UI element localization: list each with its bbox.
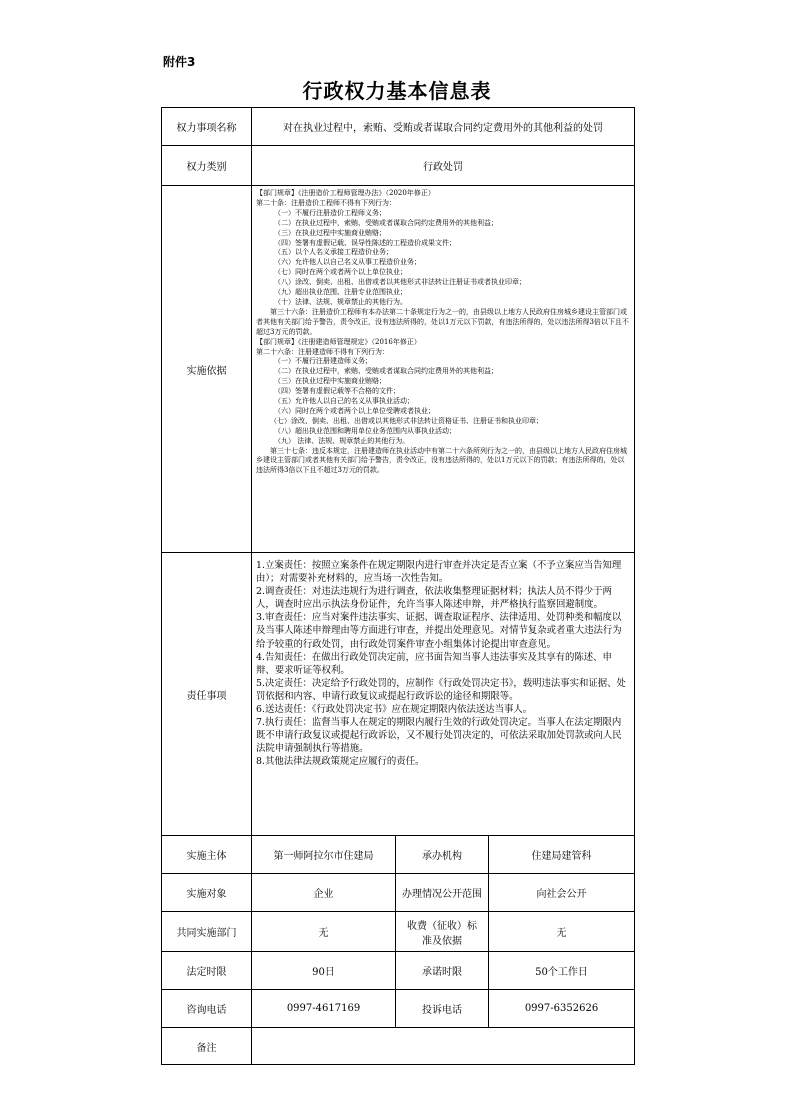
- basis-line: （四）签署有虚假记载、误导性陈述的工程造价成果文件；: [274, 238, 456, 247]
- basis-line: （三）在执业过程中实施商业贿赂；: [274, 377, 386, 386]
- basis-line: （九）超出执业范围、注册专业范围执业；: [274, 288, 407, 297]
- basis-line: （六）允许他人以自己名义从事工程造价业务；: [274, 258, 421, 267]
- duty-line: 6.送达责任：《行政处罚决定书》应在规定期限内依法送达当事人。: [256, 704, 533, 716]
- fee-label: 收费（征收）标准及依据: [396, 912, 489, 952]
- complaint-label: 投诉电话: [396, 990, 489, 1028]
- basis-line: （四）签署有虚假记载等不合格的文件；: [274, 387, 400, 396]
- basis-line: （六）同时在两个或者两个以上单位受聘或者执业；: [274, 406, 435, 415]
- basis-line: （九） 法律、法规、规章禁止的其他行为。: [274, 436, 410, 445]
- basis-line: 第二十条：注册造价工程师不得有下列行为：: [256, 198, 396, 207]
- duty-line: 1.立案责任：按照立案条件在规定期限内进行审查并决定是否立案（不予立案应当告知理由）；对需要补充材料的，应当场一次性告知。: [256, 560, 622, 585]
- consult-label: 咨询电话: [162, 990, 252, 1028]
- duty-line: 7.执行责任：监督当事人在规定的期限内履行生效的行政处罚决定。当事人在法定期限内既不申请行政复议或提起行政诉讼，又不履行处罚决定的，可依法采取加处罚款或向人民法院申请强制执行等措施。: [256, 717, 622, 755]
- page-title: 行政权力基本信息表: [302, 79, 492, 103]
- basis-line: （七）同时在两个或者两个以上单位执业；: [274, 268, 407, 277]
- row-remark: [162, 1028, 635, 1065]
- category-label: 权力类别: [162, 146, 252, 186]
- joint-value: 无: [252, 912, 396, 952]
- basis-line: 第三十七条：违反本规定，注册建造师在执业活动中有第二十六条所列行为之一的，由县级以上地方人民政府住房城乡建设主管部门或者其他有关部门给予警告，责令改正，没有违法所得的，处以1万元以下的罚款；有违法所得的，处以违法所得3倍以下且不超过3万元的罚款。: [256, 446, 627, 475]
- basis-line: （一）不履行注册建造师义务；: [274, 357, 372, 366]
- duty-line: 3.审查责任：应当对案件违法事实、证据、调查取证程序、法律适用、处罚种类和幅度以及当事人陈述申辩理由等方面进行审查，并提出处理意见。对情节复杂或者重大违法行为给予较重的行政处罚，由行政处罚案件审查小组集体讨论提出审查意见。: [256, 612, 622, 650]
- target-value: 企业: [252, 874, 396, 912]
- basis-line: （一）不履行注册造价工程师义务；: [274, 208, 386, 217]
- basis-line: （五）以个人名义承接工程造价业务；: [274, 248, 393, 257]
- power-name-value: 对在执业过程中，索贿、受贿或者谋取合同约定费用外的其他利益的处罚: [252, 108, 635, 146]
- basis-line: 【部门规章】《注册建造师管理规定》（2016年修正）: [256, 337, 421, 346]
- remark-value: [252, 1028, 635, 1065]
- consult-value: 0997-4617169: [252, 990, 396, 1028]
- disclosure-label: 办理情况公开范围: [396, 874, 489, 912]
- remark-label: 备注: [162, 1028, 252, 1065]
- basis-line: （八）超出执业范围和聘用单位业务范围内从事执业活动；: [274, 426, 456, 435]
- duty-content: [252, 553, 635, 836]
- duty-line: 4.告知责任：在做出行政处罚决定前，应书面告知当事人违法事实及其享有的陈述、申辩、要求听证等权利。: [256, 651, 612, 676]
- basis-line: （二）在执业过程中，索贿、受贿或者谋取合同约定费用外的其他利益；: [274, 218, 498, 227]
- row-duty: [162, 553, 635, 836]
- basis-content: [252, 186, 635, 553]
- basis-label: 实施依据: [162, 186, 252, 553]
- duty-line: 5.决定责任：决定给予行政处罚的，应制作《行政处罚决定书》，载明违法事实和证据、处罚依据和内容、申请行政复议或提起行政诉讼的途径和期限等。: [256, 677, 626, 702]
- basis-line: （七）涂改、倒卖、出租、出借或以其他形式非法转让资格证书、注册证书和执业印章；: [270, 416, 543, 425]
- basis-line: （八）涂改、倒卖、出租、出借或者以其他形式非法转让注册证书或者执业印章；: [274, 278, 526, 287]
- basis-line: （五）允许他人以自己的名义从事执业活动；: [274, 397, 414, 406]
- agency-value: 住建局建管科: [489, 836, 635, 874]
- row-power-name: [162, 108, 635, 146]
- agency-label: 承办机构: [396, 836, 489, 874]
- promise-limit-value: 50个工作日: [489, 952, 635, 990]
- row-target: [162, 874, 635, 912]
- disclosure-value: 向社会公开: [489, 874, 635, 912]
- power-name-label: 权力事项名称: [162, 108, 252, 146]
- basis-line: （二）在执业过程中，索贿、受贿或者谋取合同约定费用外的其他利益；: [274, 367, 498, 376]
- duty-line: 2.调查责任：对违法违规行为进行调查，依法收集整理证据材料；执法人员不得少于两人，调查时应出示执法身份证件，允许当事人陈述申辩，并严格执行监察回避制度。: [256, 586, 612, 611]
- row-joint: [162, 912, 635, 952]
- row-time-limit: [162, 952, 635, 990]
- joint-label: 共同实施部门: [162, 912, 252, 952]
- duty-label: 责任事项: [162, 553, 252, 836]
- legal-limit-value: 90日: [252, 952, 396, 990]
- duty-line: 8.其他法律法规政策规定应履行的责任。: [256, 756, 425, 768]
- subject-label: 实施主体: [162, 836, 252, 874]
- target-label: 实施对象: [162, 874, 252, 912]
- attachment-label: 附件3: [163, 55, 196, 69]
- basis-line: 第三十六条：注册造价工程师有本办法第二十条规定行为之一的，由县级以上地方人民政府住房城乡建设主管部门或者其他有关部门给予警告，责令改正，没有违法所得的，处以1万元以下罚款，有违法所得的，处以违法所得3倍以下且不超过3万元的罚款。: [256, 307, 629, 336]
- basis-line: （三）在执业过程中实施商业贿赂；: [274, 228, 386, 237]
- legal-limit-label: 法定时限: [162, 952, 252, 990]
- basis-line: 第二十六条：注册建造师不得有下列行为：: [256, 347, 389, 356]
- subject-value: 第一师阿拉尔市住建局: [252, 836, 396, 874]
- row-subject: [162, 836, 635, 874]
- promise-limit-label: 承诺时限: [396, 952, 489, 990]
- basis-line: 【部门规章】《注册造价工程师管理办法》（2020年修正）: [256, 189, 435, 197]
- basis-line: （十）法律、法规、规章禁止的其他行为。: [274, 297, 407, 306]
- row-category: [162, 146, 635, 186]
- complaint-value: 0997-6352626: [489, 990, 635, 1028]
- fee-value: 无: [489, 912, 635, 952]
- info-table: [161, 107, 635, 1065]
- row-phone: [162, 990, 635, 1028]
- category-value: 行政处罚: [252, 146, 635, 186]
- row-basis: [162, 186, 635, 553]
